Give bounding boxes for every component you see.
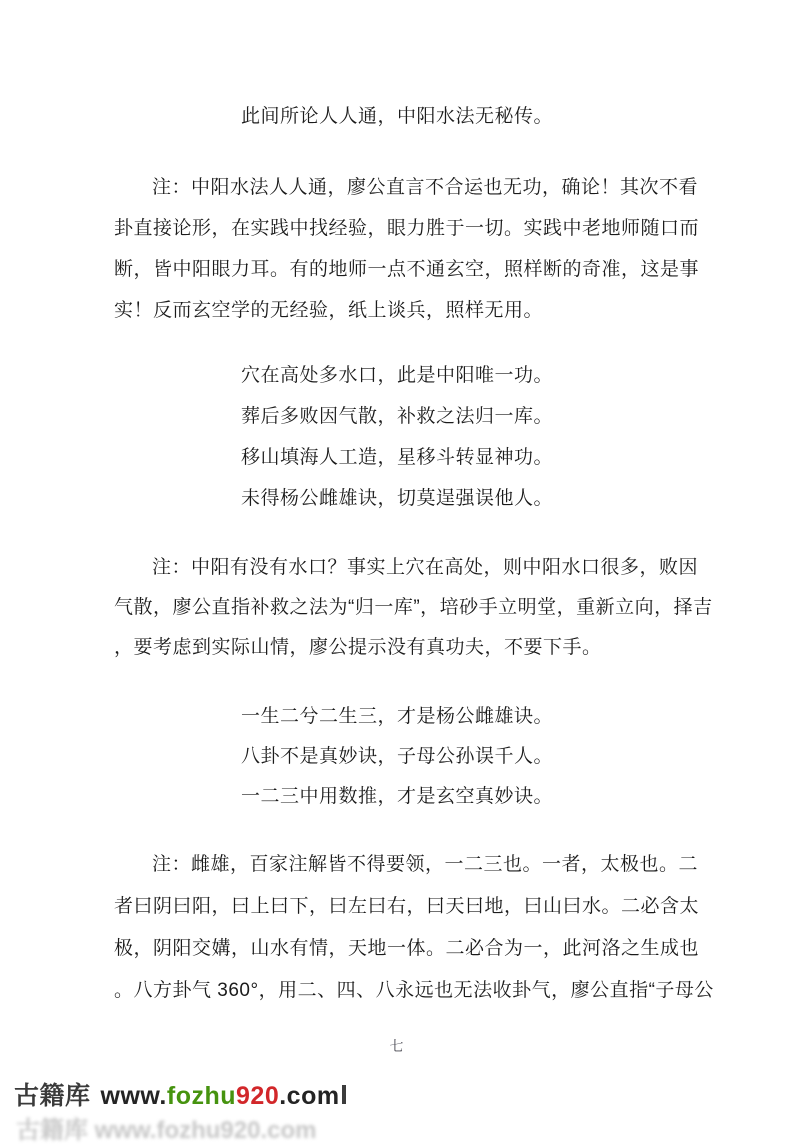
- paragraph-line: 卦直接论形，在实践中找经验，眼力胜于一切。实践中老地师随口而: [114, 218, 700, 239]
- watermark-shadow: 古籍库 www.fozhu920.com: [16, 1117, 317, 1144]
- watermark-clipped-glyph-bar: [342, 1085, 346, 1104]
- verse-line: 八卦不是真妙诀，子母公孙误千人。: [240, 746, 553, 767]
- paragraph-line: 注：中阳水法人人通，廖公直言不合运也无功，确论！其次不看: [152, 177, 699, 198]
- watermark-site-name: 古籍库: [14, 1082, 91, 1110]
- note-paragraph-3: [114, 844, 714, 1012]
- verse-line: 一生二兮二生三，才是杨公雌雄诀。: [240, 706, 553, 727]
- watermark-url-tld: .com: [279, 1082, 340, 1110]
- note-paragraph-2: [114, 548, 713, 668]
- watermark: [14, 1082, 346, 1110]
- title-verse: [114, 96, 680, 138]
- paragraph-line: 实！反而玄空学的无经验，纸上谈兵，照样无用。: [114, 300, 544, 321]
- verse-line: 未得杨公雌雄诀，切莫逞强误他人。: [240, 488, 553, 509]
- paragraph-line: 极，阴阳交媾，山水有情，天地一体。二必合为一，此河洛之生成也: [114, 938, 700, 959]
- watermark-url-green: fozhu: [166, 1082, 237, 1110]
- verse-block-1: [114, 355, 680, 519]
- paragraph-line: 注：中阳有没有水口？事实上穴在高处，则中阳水口很多，败因: [152, 557, 699, 578]
- verse-line: 葬后多败因气散，补救之法归一库。: [240, 406, 553, 427]
- verse-line: 一二三中用数推，才是玄空真妙诀。: [240, 786, 553, 807]
- paragraph-line: 。八方卦气 360°，用二、四、八永远也无法收卦气，廖公直指“子母公: [114, 980, 714, 1001]
- title-verse-line: 此间所论人人通，中阳水法无秘传。: [240, 106, 553, 127]
- paragraph-line: ，要考虑到实际山情，廖公提示没有真功夫，不要下手。: [114, 637, 602, 658]
- watermark-url-red: 920: [236, 1082, 280, 1110]
- paragraph-line: 注：雌雄，百家注解皆不得要领，一二三也。一者，太极也。二: [152, 854, 699, 875]
- note-paragraph-1: [114, 167, 700, 331]
- verse-block-2: [114, 697, 680, 817]
- verse-line: 移山填海人工造，星移斗转显神功。: [240, 447, 553, 468]
- paragraph-line: 气散，廖公直指补救之法为“归一库”，培砂手立明堂，重新立向，择吉: [114, 597, 713, 618]
- paragraph-line: 断，皆中阳眼力耳。有的地师一点不通玄空，照样断的奇准，这是事: [114, 259, 700, 280]
- page-number: 七: [389, 1040, 404, 1055]
- watermark-url-www: www.: [100, 1082, 167, 1110]
- paragraph-line: 者曰阴曰阳，曰上曰下，曰左曰右，曰天曰地，曰山曰水。二必含太: [114, 896, 700, 917]
- verse-line: 穴在高处多水口，此是中阳唯一功。: [240, 365, 553, 386]
